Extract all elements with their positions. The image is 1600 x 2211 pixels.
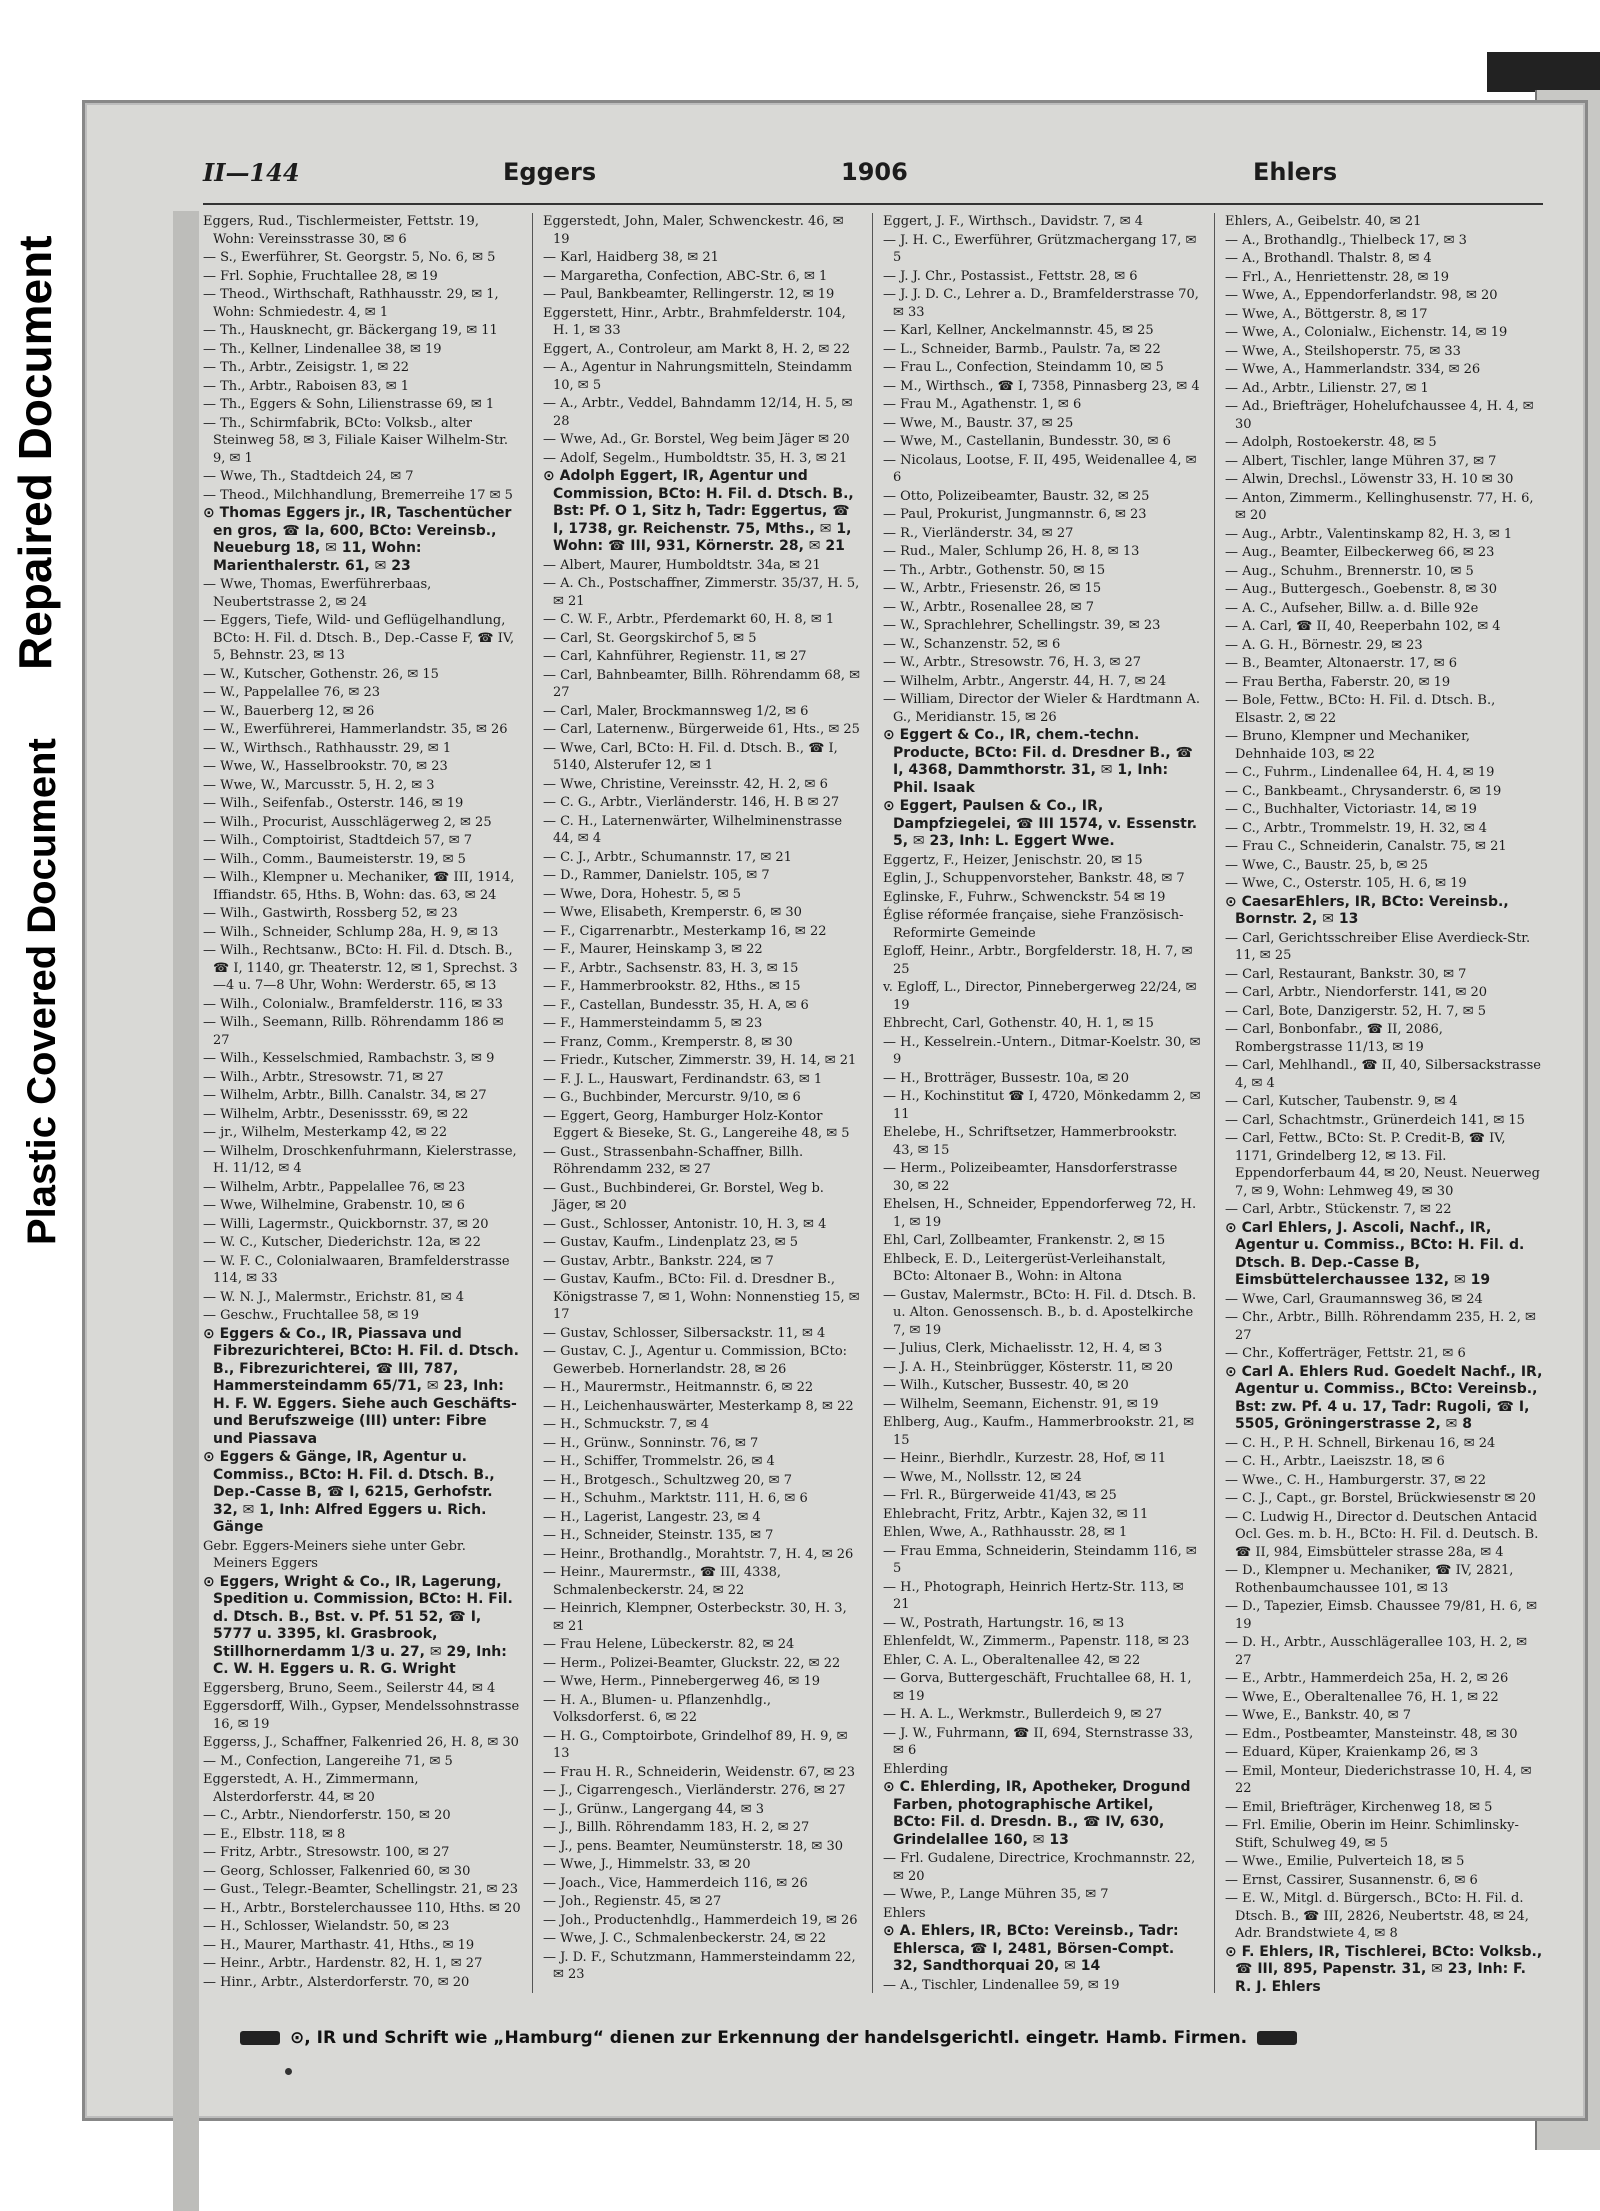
directory-entry: — Wwe, Carl, Graumannsweg 36, ✉ 24 xyxy=(1225,1291,1483,1307)
directory-entry: — W., Arbtr., Friesenstr. 26, ✉ 15 xyxy=(883,581,1102,596)
directory-entry: — Wilh., Procurist, Ausschlägerweg 2, ✉ 25 xyxy=(203,814,492,830)
directory-entry: — Wwe, C., Osterstr. 105, H. 6, ✉ 19 xyxy=(1225,876,1467,891)
directory-column-4 xyxy=(1225,213,1543,1993)
directory-entry: — H., Schuhm., Marktstr. 111, H. 6, ✉ 6 xyxy=(543,1491,808,1506)
directory-entry: — H. G., Comptoirbote, Grindelhof 89, H. 9, ✉ 13 xyxy=(543,1728,848,1761)
directory-entry: — M., Confection, Langereihe 71, ✉ 5 xyxy=(203,1753,453,1769)
directory-entry: — Chr., Arbtr., Billh. Röhrendamm 235, H. 2, ✉ 27 xyxy=(1225,1310,1536,1343)
directory-entry: ⊙ A. Ehlers, IR, BCto: Vereinsb., Tadr: Ehlersca, ☎ I, 2481, Börsen-Compt. 32, Sandthorquai 20, ✉ 14 xyxy=(883,1923,1179,1974)
directory-entry: — Wilh., Seemann, Rillb. Röhrendamm 186 ✉ 27 xyxy=(203,1015,504,1048)
directory-entry: Ehelsen, H., Schneider, Eppendorferweg 72, H. 1, ✉ 19 xyxy=(883,1197,1197,1230)
directory-entry: — Edm., Postbeamter, Mansteinstr. 48, ✉ 30 xyxy=(1225,1726,1518,1742)
directory-entry: — Heinr., Bierhdlr., Kurzestr. 28, Hof, ✉ 11 xyxy=(883,1451,1167,1466)
directory-entry: — Karl, Haidberg 38, ✉ 21 xyxy=(543,250,719,265)
directory-entry: Ehlers xyxy=(883,1905,926,1921)
directory-entry: — Joh., Regienstr. 45, ✉ 27 xyxy=(543,1894,722,1909)
directory-entry: — H., Arbtr., Borstelerchaussee 110, Hths. ✉ 20 xyxy=(203,1900,521,1916)
directory-entry: — W., Arbtr., Stresowstr. 76, H. 3, ✉ 27 xyxy=(883,655,1142,670)
directory-entry: — Heinrich, Klempner, Osterbeckstr. 30, H. 3, ✉ 21 xyxy=(543,1601,847,1634)
directory-entry: Gebr. Eggers-Meiners siehe unter Gebr. Meiners Eggers xyxy=(203,1538,466,1571)
directory-entry: — A., Agentur in Nahrungsmitteln, Steindamm 10, ✉ 5 xyxy=(543,360,853,393)
directory-entry: Egloff, Heinr., Arbtr., Borgfelderstr. 18, H. 7, ✉ 25 xyxy=(883,944,1193,977)
directory-entry: — C., Arbtr., Trommelstr. 19, H. 32, ✉ 4 xyxy=(1225,820,1488,836)
directory-entry: — Wilhelm, Arbtr., Desenissstr. 69, ✉ 22 xyxy=(203,1106,469,1122)
directory-entry: — A. Ch., Postschaffner, Zimmerstr. 35/37, H. 5, ✉ 21 xyxy=(543,576,860,609)
directory-entry: — Fritz, Arbtr., Stresowstr. 100, ✉ 27 xyxy=(203,1845,450,1860)
directory-entry: — Alwin, Drechsl., Löwenstr 33, H. 10 ✉ 30 xyxy=(1225,472,1514,487)
directory-entry: — B., Beamter, Altonaerstr. 17, ✉ 6 xyxy=(1225,656,1458,671)
directory-entry: — Gorva, Buttergeschäft, Fruchtallee 68, H. 1, ✉ 19 xyxy=(883,1671,1192,1704)
directory-entry: — S., Ewerführer, St. Georgstr. 5, No. 6, ✉ 5 xyxy=(203,250,496,265)
directory-entry: — Aug., Beamter, Eilbeckerweg 66, ✉ 23 xyxy=(1225,545,1495,560)
directory-entry: — Wwe, W., Hasselbrookstr. 70, ✉ 23 xyxy=(203,759,448,774)
directory-entry: — Th., Eggers & Sohn, Lilienstrasse 69, ✉ 1 xyxy=(203,397,495,412)
directory-entry: — Frau Helene, Lübeckerstr. 82, ✉ 24 xyxy=(543,1637,795,1652)
repaired-label: Repaired Document xyxy=(9,235,61,670)
directory-entry: — Carl, Kahnführer, Regienstr. 11, ✉ 27 xyxy=(543,649,807,664)
directory-entry: ⊙ Eggers, Wright & Co., IR, Lagerung, Spedition u. Commission, BCto: H. Fil. d. Dtsch. B., Bst. v. Pf. 51 52, ☎ I, 5777 u. 3395, kl. Grasbrook, Stillhornerdamm 1/3 u. 27, ✉ 29, Inh: C. W. H. Eggers u. R. G. Wright xyxy=(203,1573,513,1677)
directory-entry: Ehlebracht, Fritz, Arbtr., Kajen 32, ✉ 11 xyxy=(883,1506,1149,1522)
directory-entry: — William, Director der Wieler & Hardtmann A. G., Meridianstr. 15, ✉ 26 xyxy=(883,692,1200,725)
directory-entry: — Frl. Emilie, Oberin im Heinr. Schimlinsky-Stift, Schulweg 49, ✉ 5 xyxy=(1225,1818,1519,1851)
directory-entry: — C. J., Arbtr., Schumannstr. 17, ✉ 21 xyxy=(543,849,792,865)
directory-entry: — Wwe, Elisabeth, Kremperstr. 6, ✉ 30 xyxy=(543,905,802,920)
directory-entry: — Paul, Prokurist, Jungmannstr. 6, ✉ 23 xyxy=(883,507,1147,522)
directory-entry: — Margaretha, Confection, ABC-Str. 6, ✉ 1 xyxy=(543,268,828,284)
directory-entry: Ehlenfeldt, W., Zimmerm., Papenstr. 118, ✉ 23 xyxy=(883,1634,1190,1649)
pointing-hand-icon xyxy=(1257,2031,1297,2045)
directory-entry: — C. Ludwig H., Director d. Deutschen Antacid Ocl. Ges. m. b. H., BCto: H. Fil. d. Deutsch. B. ☎ II, 984, Eimsbütteler strasse 28a, ✉ 4 xyxy=(1225,1509,1539,1560)
directory-entry: — Wwe, J. C., Schmalenbeckerstr. 24, ✉ 22 xyxy=(543,1931,827,1946)
directory-entry: — Wilhelm, Seemann, Eichenstr. 91, ✉ 19 xyxy=(883,1396,1159,1412)
directory-entry: — A., Brothandl. Thalstr. 8, ✉ 4 xyxy=(1225,251,1432,266)
directory-entry: — Wwe, Dora, Hohestr. 5, ✉ 5 xyxy=(543,886,742,902)
directory-entry: — Wilh., Kesselschmied, Rambachstr. 3, ✉ 9 xyxy=(203,1051,495,1066)
directory-entry: — Frl. Sophie, Fruchtallee 28, ✉ 19 xyxy=(203,268,438,284)
directory-entry: — D., Rammer, Danielstr. 105, ✉ 7 xyxy=(543,868,770,883)
directory-entry: — Th., Kellner, Lindenallee 38, ✉ 19 xyxy=(203,341,442,357)
directory-entry: — Wilh., Gastwirth, Rossberg 52, ✉ 23 xyxy=(203,906,458,921)
directory-entry: — H., Kesselrein.-Untern., Ditmar-Koelstr. 30, ✉ 9 xyxy=(883,1034,1201,1067)
directory-entry: — C., Arbtr., Niendorferstr. 150, ✉ 20 xyxy=(203,1808,451,1823)
directory-entry: — Frau Bertha, Faberstr. 20, ✉ 19 xyxy=(1225,674,1451,690)
footer-note xyxy=(240,2028,1580,2058)
directory-entry: Eglinske, F., Fuhrw., Schwenckstr. 54 ✉ 19 xyxy=(883,889,1166,905)
directory-entry: — J. A. H., Steinbrügger, Kösterstr. 11, ✉ 20 xyxy=(883,1359,1173,1375)
directory-entry: — Wwe, Herm., Pinnebergerweg 46, ✉ 19 xyxy=(543,1674,820,1689)
directory-entry: — Wwe, A., Eppendorferlandstr. 98, ✉ 20 xyxy=(1225,288,1498,303)
directory-entry: — Wilh., Seifenfab., Osterstr. 146, ✉ 19 xyxy=(203,796,464,811)
directory-entry: — Emil, Briefträger, Kirchenweg 18, ✉ 5 xyxy=(1225,1799,1493,1815)
directory-entry: — Carl, Kutscher, Taubenstr. 9, ✉ 4 xyxy=(1225,1094,1458,1109)
plastic-label: Plastic Covered Document xyxy=(20,738,64,1245)
directory-entry: — Gust., Strassenbahn-Schaffner, Billh. Röhrendamm 232, ✉ 27 xyxy=(543,1144,804,1177)
directory-entry: — Theod., Wirthschaft, Rathhausstr. 29, ✉ 1, Wohn: Schmiedestr. 4, ✉ 1 xyxy=(203,287,499,320)
directory-entry: — W., Schanzenstr. 52, ✉ 6 xyxy=(883,636,1061,652)
directory-entry: ⊙ F. Ehlers, IR, Tischlerei, BCto: Volksb., ☎ III, 895, Papenstr. 31, ✉ 23, Inh: F. R. J. Ehlers xyxy=(1225,1943,1543,1993)
directory-entry: — Wwe, Wilhelmine, Grabenstr. 10, ✉ 6 xyxy=(203,1198,465,1213)
directory-entry: — Wwe, E., Bankstr. 40, ✉ 7 xyxy=(1225,1708,1412,1723)
directory-entry: — Wwe, Ad., Gr. Borstel, Weg beim Jäger ✉ 20 xyxy=(543,432,850,447)
directory-entry: — C. G., Arbtr., Vierländerstr. 146, H. B ✉ 27 xyxy=(543,795,840,810)
directory-column-3 xyxy=(883,213,1201,1993)
directory-entry: — W., Sprachlehrer, Schellingstr. 39, ✉ 23 xyxy=(883,618,1161,633)
directory-entry: Ehlerding xyxy=(883,1761,949,1777)
running-header xyxy=(203,158,1593,198)
directory-entry xyxy=(203,1992,521,1993)
directory-entry: — Wilhelm, Droschkenfuhrmann, Kielerstrasse, H. 11/12, ✉ 4 xyxy=(203,1143,517,1176)
directory-entry: Ehelebe, H., Schriftsetzer, Hammerbrookstr. 43, ✉ 15 xyxy=(883,1125,1178,1158)
directory-entry: — Frau Emma, Schneiderin, Steindamm 116, ✉ 5 xyxy=(883,1543,1197,1576)
directory-entry: — H., Schiffer, Trommelstr. 26, ✉ 4 xyxy=(543,1454,775,1469)
page-number: II—144 xyxy=(203,158,300,187)
directory-entry: — Carl, Restaurant, Bankstr. 30, ✉ 7 xyxy=(1225,966,1467,982)
directory-entry: — Wwe., C. H., Hamburgerstr. 37, ✉ 22 xyxy=(1225,1472,1487,1488)
directory-entry: — L., Schneider, Barmb., Paulstr. 7a, ✉ 22 xyxy=(883,341,1161,357)
directory-entry: — Joach., Vice, Hammerdeich 116, ✉ 26 xyxy=(543,1875,808,1891)
directory-entry: Ehlberg, Aug., Kaufm., Hammerbrookstr. 21, ✉ 15 xyxy=(883,1415,1195,1448)
directory-entry: Eggert, A., Controleur, am Markt 8, H. 2, ✉ 22 xyxy=(543,341,850,357)
directory-entry: ⊙ Adolph Eggert, IR, Agentur und Commission, BCto: H. Fil. d. Dtsch. B., Bst: Pf. O 1, Sitz h, Tadr: Eggertus, ☎ I, 1738, gr. Reichenstr. 75, Mths., ✉ 1, Wohn: ☎ III, 931, Körnerstr. 28, ✉ 21 xyxy=(543,468,854,554)
directory-entry: — Wwe., Emilie, Pulverteich 18, ✉ 5 xyxy=(1225,1854,1465,1869)
directory-entry: Église réformée française, siehe Französisch-Reformirte Gemeinde xyxy=(883,908,1184,941)
directory-entry: Eglin, J., Schuppenvorsteher, Bankstr. 48, ✉ 7 xyxy=(883,871,1185,886)
directory-entry: — H., Schneider, Steinstr. 135, ✉ 7 xyxy=(543,1528,774,1543)
directory-entry: — Emil, Monteur, Diederichstrasse 10, H. 4, ✉ 22 xyxy=(1225,1763,1532,1796)
directory-entry: v. Egloff, L., Director, Pinnebergerweg 22/24, ✉ 19 xyxy=(883,980,1197,1013)
directory-entry: — Carl, Mehlhandl., ☎ II, 40, Silbersackstrasse 4, ✉ 4 xyxy=(1225,1058,1541,1091)
directory-entry: — F., Hammersteindamm 5, ✉ 23 xyxy=(543,1016,763,1031)
directory-entry: — Wwe, M., Nollsstr. 12, ✉ 24 xyxy=(883,1469,1082,1485)
directory-entry: — Th., Schirmfabrik, BCto: Volksb., alter Steinweg 58, ✉ 3, Filiale Kaiser Wilhelm-Str. 9, ✉ 1 xyxy=(203,415,508,466)
directory-entry: — Wwe, W., Marcusstr. 5, H. 2, ✉ 3 xyxy=(203,777,435,793)
directory-entry: — A., Arbtr., Veddel, Bahndamm 12/14, H. 5, ✉ 28 xyxy=(543,396,853,429)
directory-entry: — J. D. F., Schutzmann, Hammersteindamm 22, ✉ 23 xyxy=(543,1949,856,1982)
directory-entry: — W. F. C., Colonialwaaren, Bramfelderstrasse 114, ✉ 33 xyxy=(203,1253,510,1286)
directory-entry: — Gust., Telegr.-Beamter, Schellingstr. 21, ✉ 23 xyxy=(203,1882,519,1897)
directory-entry: — J., Billh. Röhrendamm 183, H. 2, ✉ 27 xyxy=(543,1820,810,1835)
directory-entry: — Carl, Bote, Danzigerstr. 52, H. 7, ✉ 5 xyxy=(1225,1003,1486,1019)
directory-entry: — Frl., A., Henriettenstr. 28, ✉ 19 xyxy=(1225,269,1450,285)
directory-entry: — Albert, Tischler, lange Mühren 37, ✉ 7 xyxy=(1225,453,1497,469)
directory-entry: Eggerss, J., Schaffner, Falkenried 26, H. 8, ✉ 30 xyxy=(203,1735,519,1750)
directory-entry: — Nicolaus, Lootse, F. II, 495, Weidenallee 4, ✉ 6 xyxy=(883,452,1197,485)
directory-entry: — D. H., Arbtr., Ausschlägerallee 103, H. 2, ✉ 27 xyxy=(1225,1635,1528,1668)
directory-entry: — Paul, Bankbeamter, Rellingerstr. 12, ✉ 19 xyxy=(543,287,835,302)
directory-entry: — A. G. H., Börnestr. 29, ✉ 23 xyxy=(1225,637,1423,653)
directory-entry: — H., Schlosser, Wielandstr. 50, ✉ 23 xyxy=(203,1919,450,1934)
directory-entry: — Carl, Maler, Brockmannsweg 1/2, ✉ 6 xyxy=(543,703,809,719)
document-page xyxy=(82,100,1588,2121)
directory-entry: — F., Arbtr., Sachsenstr. 83, H. 3, ✉ 15 xyxy=(543,960,799,976)
directory-entry: — F., Cigarrenarbtr., Mesterkamp 16, ✉ 22 xyxy=(543,923,827,939)
directory-entry: — Friedr., Kutscher, Zimmerstr. 39, H. 14, ✉ 21 xyxy=(543,1053,857,1068)
directory-entry: — Hinr., Arbtr., Alsterdorferstr. 70, ✉ 20 xyxy=(203,1974,470,1990)
directory-entry: — W. C., Kutscher, Diederichstr. 12a, ✉ 22 xyxy=(203,1235,481,1250)
directory-entry: Eggersdorff, Wilh., Gypser, Mendelssohnstrasse 16, ✉ 19 xyxy=(203,1699,520,1732)
directory-entry: Eggersberg, Bruno, Seem., Seilerstr 44, ✉ 4 xyxy=(203,1680,496,1696)
directory-entry: — Wwe, M., Castellanin, Bundesstr. 30, ✉ 6 xyxy=(883,434,1171,449)
directory-entry: — W., Pappelallee 76, ✉ 23 xyxy=(203,685,380,700)
directory-entry: — Wilhelm, Arbtr., Pappelallee 76, ✉ 23 xyxy=(203,1179,466,1195)
directory-entry: ⊙ Eggers & Co., IR, Piassava und Fibrezurichterei, BCto: H. Fil. d. Dtsch. B., Fibrezurichterei, ☎ III, 787, Hammersteindamm 65/71, ✉ 23, Inh: H. F. W. Eggers. Siehe auch Geschäfts- und Berufszweige (III) unter: Fibre und Piassava xyxy=(203,1325,519,1447)
header-first-name: Eggers xyxy=(503,158,597,186)
directory-entry: — Carl, Schachtmstr., Grünerdeich 141, ✉ 15 xyxy=(1225,1112,1525,1128)
directory-entry: — Wwe, A., Colonialw., Eichenstr. 14, ✉ 19 xyxy=(1225,325,1508,340)
directory-entry: — Wwe, Th., Stadtdeich 24, ✉ 7 xyxy=(203,469,414,484)
directory-entry: — A. Carl, ☎ II, 40, Reeperbahn 102, ✉ 4 xyxy=(1225,619,1501,634)
directory-entry: — Bruno, Klempner und Mechaniker, Dehnhaide 103, ✉ 22 xyxy=(1225,729,1470,762)
directory-entry: — Wilh., Kutscher, Bussestr. 40, ✉ 20 xyxy=(883,1378,1129,1393)
directory-entry: ⊙ Carl A. Ehlers Rud. Goedelt Nachf., IR, Agentur u. Commiss., BCto: Vereinsb., Bst: zw. Pf. 4 u. 17, Tadr: Rugoli, ☎ I, 5505, Gröningerstrasse 2, ✉ 8 xyxy=(1225,1363,1543,1432)
directory-entry: — Aug., Arbtr., Valentinskamp 82, H. 3, ✉ 1 xyxy=(1225,526,1513,542)
directory-entry: — jr., Wilhelm, Mesterkamp 42, ✉ 22 xyxy=(203,1125,448,1140)
scanner-edge xyxy=(1487,52,1600,92)
directory-entry: — Wwe, Thomas, Ewerführerbaas, Neubertstrasse 2, ✉ 24 xyxy=(203,577,432,610)
directory-entry: Ehlen, Wwe, A., Rathhausstr. 28, ✉ 1 xyxy=(883,1525,1128,1540)
directory-entry: — Gustav, Schlosser, Silbersackstr. 11, ✉ 4 xyxy=(543,1325,826,1341)
directory-entry: — C. W. F., Arbtr., Pferdemarkt 60, H. 8, ✉ 1 xyxy=(543,612,835,627)
directory-entry: — Th., Hausknecht, gr. Bäckergang 19, ✉ 11 xyxy=(203,323,498,338)
directory-entry: — R., Vierländerstr. 34, ✉ 27 xyxy=(883,525,1074,541)
directory-entry: — Willi, Lagermstr., Quickbornstr. 37, ✉ 20 xyxy=(203,1216,489,1232)
directory-entry: — Gustav, C. J., Agentur u. Commission, BCto: Gewerbeb. Hornerlandstr. 28, ✉ 26 xyxy=(543,1344,848,1377)
directory-entry: — F., Hammerbrookstr. 82, Hths., ✉ 15 xyxy=(543,979,801,994)
directory-entry: — J., Grünw., Langergang 44, ✉ 3 xyxy=(543,1801,765,1817)
directory-columns xyxy=(203,213,1543,1993)
directory-entry: — D., Tapezier, Eimsb. Chaussee 79/81, H. 6, ✉ 19 xyxy=(1225,1599,1537,1632)
directory-entry: Eggerstett, Hinr., Arbtr., Brahmfelderstr. 104, H. 1, ✉ 33 xyxy=(543,305,846,338)
directory-entry: — Franz, Comm., Kremperstr. 8, ✉ 30 xyxy=(543,1034,793,1050)
directory-entry: — Otto, Polizeibeamter, Baustr. 32, ✉ 25 xyxy=(883,488,1150,504)
directory-entry: — Eggert, Georg, Hamburger Holz-Kontor Eggert & Bieseke, St. G., Langereihe 48, ✉ 5 xyxy=(543,1108,850,1141)
directory-entry: — H., Schmuckstr. 7, ✉ 4 xyxy=(543,1417,710,1432)
footer-text: ⊙, IR und Schrift wie „Hamburg“ dienen zur Erkennung der handelsgerichtl. eingetr. Hamb. Firmen. xyxy=(290,2028,1248,2048)
directory-entry: — J. J. Chr., Postassist., Fettstr. 28, ✉ 6 xyxy=(883,268,1138,284)
directory-entry: — H. A. L., Werkmstr., Bullerdeich 9, ✉ 27 xyxy=(883,1707,1163,1722)
directory-entry: — A., Brothandlg., Thielbeck 17, ✉ 3 xyxy=(1225,232,1467,248)
directory-entry: — Heinr., Maurermstr., ☎ III, 4338, Schmalenbeckerstr. 24, ✉ 22 xyxy=(543,1565,782,1598)
directory-entry: — Carl, Gerichtsschreiber Elise Averdieck-Str. 11, ✉ 25 xyxy=(1225,930,1531,963)
directory-entry: — Adolf, Segelm., Humboldtstr. 35, H. 3, ✉ 21 xyxy=(543,450,848,466)
directory-entry: — Wwe, M., Baustr. 37, ✉ 25 xyxy=(883,415,1074,431)
directory-entry: — Carl, Bahnbeamter, Billh. Röhrendamm 68, ✉ 27 xyxy=(543,667,861,700)
directory-entry: — W., Kutscher, Gothenstr. 26, ✉ 15 xyxy=(203,666,439,682)
directory-entry: — Frau H. R., Schneiderin, Weidenstr. 67, ✉ 23 xyxy=(543,1764,856,1780)
directory-entry: — Heinr., Arbtr., Hardenstr. 82, H. 1, ✉ 27 xyxy=(203,1956,483,1971)
directory-entry: — W. N. J., Malermstr., Erichstr. 81, ✉ 4 xyxy=(203,1289,464,1305)
directory-entry: — W., Ewerführerei, Hammerlandstr. 35, ✉ 26 xyxy=(203,722,508,737)
page-binding-fold xyxy=(173,211,199,2211)
directory-entry: — Carl, St. Georgskirchof 5, ✉ 5 xyxy=(543,630,757,646)
directory-entry: Eggertz, F., Heizer, Jenischstr. 20, ✉ 15 xyxy=(883,852,1143,868)
directory-entry: — M., Wirthsch., ☎ I, 7358, Pinnasberg 23, ✉ 4 xyxy=(883,378,1200,394)
directory-entry: — Wwe, A., Steilshoperstr. 75, ✉ 33 xyxy=(1225,343,1461,359)
directory-entry: — H., Leichenhauswärter, Mesterkamp 8, ✉ 22 xyxy=(543,1398,854,1414)
directory-entry: — Georg, Schlosser, Falkenried 60, ✉ 30 xyxy=(203,1863,471,1879)
header-rule xyxy=(203,203,1543,205)
directory-entry: — Bole, Fettw., BCto: H. Fil. d. Dtsch. B., Elsastr. 2, ✉ 22 xyxy=(1225,693,1496,726)
directory-entry: — Wwe, C., Baustr. 25, b, ✉ 25 xyxy=(1225,857,1429,873)
directory-entry: — H. A., Blumen- u. Pflanzenhdlg., Volksdorferst. 6, ✉ 22 xyxy=(543,1692,772,1725)
directory-entry: — Ernst, Cassirer, Susannenstr. 6, ✉ 6 xyxy=(1225,1872,1478,1888)
directory-entry: — Chr., Kofferträger, Fettstr. 21, ✉ 6 xyxy=(1225,1346,1466,1361)
directory-entry: — Wwe, Christine, Vereinsstr. 42, H. 2, ✉ 6 xyxy=(543,776,828,792)
directory-entry: — Karl, Kellner, Anckelmannstr. 45, ✉ 25 xyxy=(883,323,1154,338)
directory-entry: — H., Grünw., Sonninstr. 76, ✉ 7 xyxy=(543,1435,759,1451)
directory-entry: — C. H., P. H. Schnell, Birkenau 16, ✉ 24 xyxy=(1225,1435,1496,1451)
directory-entry: — Frau M., Agathenstr. 1, ✉ 6 xyxy=(883,397,1082,412)
directory-entry: — Wilh., Comm., Baumeisterstr. 19, ✉ 5 xyxy=(203,851,466,867)
directory-entry: Ehbrecht, Carl, Gothenstr. 40, H. 1, ✉ 15 xyxy=(883,1016,1154,1031)
directory-entry: Ehlers, A., Geibelstr. 40, ✉ 21 xyxy=(1225,214,1422,229)
directory-entry: — J. W., Fuhrmann, ☎ II, 694, Sternstrasse 33, ✉ 6 xyxy=(883,1725,1194,1758)
directory-entry: — Carl, Bonbonfabr., ☎ II, 2086, Rombergstrasse 11/13, ✉ 19 xyxy=(1225,1022,1443,1055)
directory-entry: Ehlbeck, E. D., Leitergerüst-Verleihanstalt, BCto: Altonaer B., Wohn: in Altona xyxy=(883,1251,1166,1284)
directory-entry: Eggerstedt, A. H., Zimmermann, Alsterdorferstr. 44, ✉ 20 xyxy=(203,1772,419,1805)
directory-entry: — H., Maurer, Marthastr. 41, Hths., ✉ 19 xyxy=(203,1937,475,1953)
directory-entry: — A. C., Aufseher, Billw. a. d. Bille 92e xyxy=(1225,600,1479,616)
directory-entry: ⊙ C. Ehlerding, IR, Apotheker, Drogund Farben, photographische Artikel, BCto: Fil. d. Dresdn. B., ☎ IV, 630, Grindelallee 160, ✉ 13 xyxy=(883,1779,1191,1848)
directory-entry: — Frau C., Schneiderin, Canalstr. 75, ✉ 21 xyxy=(1225,839,1507,854)
pointing-hand-icon xyxy=(240,2031,280,2045)
directory-entry: — Aug., Buttergesch., Goebenstr. 8, ✉ 30 xyxy=(1225,582,1497,597)
directory-entry: — Eggers, Tiefe, Wild- und Geflügelhandlung, BCto: H. Fil. d. Dtsch. B., Dep.-Casse F, ☎ IV, 5, Behnstr. 23, ✉ 13 xyxy=(203,613,515,663)
directory-entry: — Frau L., Confection, Steindamm 10, ✉ 5 xyxy=(883,360,1164,375)
directory-entry: Ehl, Carl, Zollbeamter, Frankenstr. 2, ✉ 15 xyxy=(883,1233,1166,1248)
directory-entry: — Gust., Schlosser, Antonistr. 10, H. 3, ✉ 4 xyxy=(543,1216,827,1232)
directory-entry: — Carl, Arbtr., Niendorferstr. 141, ✉ 20 xyxy=(1225,985,1488,1000)
directory-entry: — E., Arbtr., Hammerdeich 25a, H. 2, ✉ 26 xyxy=(1225,1671,1509,1686)
directory-entry: — Wilh., Comptoirist, Stadtdeich 57, ✉ 7 xyxy=(203,833,473,848)
directory-entry: — E. W., Mitgl. d. Bürgersch., BCto: H. Fil. d. Dtsch. B., ☎ III, 2826, Neubertstr. 48, ✉ 24, Adr. Brandstwiete 4, ✉ 8 xyxy=(1225,1891,1529,1941)
directory-entry: — Wwe, Carl, BCto: H. Fil. d. Dtsch. B., ☎ I, 5140, Alsterufer 12, ✉ 1 xyxy=(543,740,838,773)
directory-entry: — Frl. Gudalene, Directrice, Krochmannstr. 22, ✉ 20 xyxy=(883,1851,1196,1884)
directory-column-1 xyxy=(203,213,521,1993)
ink-spot xyxy=(285,2068,292,2075)
directory-entry: — Th., Arbtr., Raboisen 83, ✉ 1 xyxy=(203,378,410,394)
directory-entry: — C., Bankbeamt., Chrysanderstr. 6, ✉ 19 xyxy=(1225,783,1502,799)
directory-entry: — Wilh., Klempner u. Mechaniker, ☎ III, 1914, Iffiandstr. 65, Hths. B, Wohn: das. 63, ✉ 24 xyxy=(203,870,515,903)
directory-entry: — D., Klempner u. Mechaniker, ☎ IV, 2821, Rothenbaumchaussee 101, ✉ 13 xyxy=(1225,1563,1514,1596)
directory-entry: — H., Lagerist, Langestr. 23, ✉ 4 xyxy=(543,1509,761,1525)
directory-entry: — Frl. R., Bürgerweide 41/43, ✉ 25 xyxy=(883,1488,1117,1503)
directory-entry: — Th., Arbtr., Zeisigstr. 1, ✉ 22 xyxy=(203,360,409,375)
directory-entry: — Gustav, Arbtr., Bankstr. 224, ✉ 7 xyxy=(543,1253,774,1269)
directory-entry: — Wilhelm, Arbtr., Angerstr. 44, H. 7, ✉ 24 xyxy=(883,673,1167,689)
side-labels xyxy=(0,0,90,2177)
directory-entry: — H., Maurermstr., Heitmannstr. 6, ✉ 22 xyxy=(543,1380,814,1395)
directory-entry: — Carl, Laternenw., Bürgerweide 61, Hts., ✉ 25 xyxy=(543,722,860,737)
directory-entry: — F., Maurer, Heinskamp 3, ✉ 22 xyxy=(543,942,763,957)
directory-entry: — Carl, Arbtr., Stückenstr. 7, ✉ 22 xyxy=(1225,1202,1452,1217)
directory-entry: — Herm., Polizeibeamter, Hansdorferstrasse 30, ✉ 22 xyxy=(883,1161,1178,1194)
directory-entry: — H., Kochinstitut ☎ I, 4720, Mönkedamm 2, ✉ 11 xyxy=(883,1089,1201,1122)
directory-entry: — C. J., Capt., gr. Borstel, Brückwiesenstr ✉ 20 xyxy=(1225,1491,1536,1506)
directory-entry: Eggers, Rud., Tischlermeister, Fettstr. 19, Wohn: Vereinsstrasse 30, ✉ 6 xyxy=(203,214,479,247)
directory-entry: — Wilh., Rechtsanw., BCto: H. Fil. d. Dtsch. B., ☎ I, 1140, gr. Theaterstr. 12, ✉ 1, Sprechst. 3—4 u. 7—8 Uhr, Wohn: Werderstr. 65, ✉ 13 xyxy=(203,943,518,993)
directory-column-2 xyxy=(543,213,861,1993)
directory-entry: — A., Tischler, Lindenallee 59, ✉ 19 xyxy=(883,1977,1120,1993)
directory-entry: — Ad., Arbtr., Lilienstr. 27, ✉ 1 xyxy=(1225,380,1429,396)
directory-entry: — Wwe, A., Hammerlandstr. 334, ✉ 26 xyxy=(1225,362,1481,377)
directory-entry: — Gust., Buchbinderei, Gr. Borstel, Weg b. Jäger, ✉ 20 xyxy=(543,1180,824,1213)
directory-entry: — Geschw., Fruchtallee 58, ✉ 19 xyxy=(203,1308,419,1323)
directory-entry: — E., Elbstr. 118, ✉ 8 xyxy=(203,1826,346,1842)
directory-entry: — Adolph, Rostoekerstr. 48, ✉ 5 xyxy=(1225,435,1437,450)
directory-entry: ⊙ Eggert & Co., IR, chem.-techn. Producte, BCto: Fil. d. Dresdner B., ☎ I, 4368, Dammthorstr. 31, ✉ 1, Inh: Phil. Isaak xyxy=(883,727,1193,796)
directory-entry: — Albert, Maurer, Humboldtstr. 34a, ✉ 21 xyxy=(543,557,821,573)
directory-entry: — Wilh., Arbtr., Stresowstr. 71, ✉ 27 xyxy=(203,1069,444,1085)
directory-entry: — Heinr., Brothandlg., Morahtstr. 7, H. 4, ✉ 26 xyxy=(543,1546,854,1562)
directory-entry: — C., Buchhalter, Victoriastr. 14, ✉ 19 xyxy=(1225,802,1477,817)
directory-entry: — Ad., Briefträger, Hohelufchaussee 4, H. 4, ✉ 30 xyxy=(1225,399,1534,432)
directory-entry: — Wwe, E., Oberaltenallee 76, H. 1, ✉ 22 xyxy=(1225,1689,1499,1705)
directory-entry: ⊙ Eggert, Paulsen & Co., IR, Dampfziegelei, ☎ III 1574, v. Essenstr. 5, ✉ 23, Inh: L. Eggert Wwe. xyxy=(883,798,1198,849)
directory-entry: — W., Wirthsch., Rathhausstr. 29, ✉ 1 xyxy=(203,740,452,756)
directory-entry: — Rud., Maler, Schlump 26, H. 8, ✉ 13 xyxy=(883,544,1140,559)
directory-entry: — Wwe, J., Himmelstr. 33, ✉ 20 xyxy=(543,1857,751,1872)
directory-entry: — Wilhelm, Arbtr., Billh. Canalstr. 34, ✉ 27 xyxy=(203,1088,487,1103)
directory-entry: — Anton, Zimmerm., Kellinghusenstr. 77, H. 6, ✉ 20 xyxy=(1225,490,1534,523)
directory-entry: — Gustav, Kaufm., BCto: Fil. d. Dresdner B., Königstrasse 7, ✉ 1, Wohn: Nonnenstieg 15, ✉ 17 xyxy=(543,1272,860,1322)
directory-entry: — F. J. L., Hauswart, Ferdinandstr. 63, ✉ 1 xyxy=(543,1071,823,1087)
directory-entry: — J. J. D. C., Lehrer a. D., Bramfelderstrasse 70, ✉ 33 xyxy=(883,287,1199,320)
directory-entry: — W., Arbtr., Rosenallee 28, ✉ 7 xyxy=(883,599,1094,615)
directory-entry: — H., Brotgesch., Schultzweg 20, ✉ 7 xyxy=(543,1472,792,1488)
directory-entry: — H., Photograph, Heinrich Hertz-Str. 113, ✉ 21 xyxy=(883,1579,1184,1612)
directory-entry: ⊙ Carl Ehlers, J. Ascoli, Nachf., IR, Agentur u. Commiss., BCto: H. Fil. d. Dtsch. B. Dep.-Casse B, Eimsbüttelerchaussee 132, ✉ 19 xyxy=(1225,1219,1525,1288)
directory-entry: — Julius, Clerk, Michaelisstr. 12, H. 4, ✉ 3 xyxy=(883,1341,1163,1356)
directory-entry: — J. H. C., Ewerführer, Grützmachergang 17, ✉ 5 xyxy=(883,232,1197,265)
directory-entry: ⊙ CaesarEhlers, IR, BCto: Vereinsb., Bornstr. 2, ✉ 13 xyxy=(1225,893,1509,927)
directory-entry: — Gustav, Kaufm., Lindenplatz 23, ✉ 5 xyxy=(543,1235,799,1250)
directory-entry: — Theod., Milchhandlung, Bremerreihe 17 ✉ 5 xyxy=(203,487,513,503)
directory-entry: — Aug., Schuhm., Brennerstr. 10, ✉ 5 xyxy=(1225,563,1474,579)
directory-entry: — Wilh., Colonialw., Bramfelderstr. 116, ✉ 33 xyxy=(203,996,503,1012)
directory-entry: — G., Buchbinder, Mercurstr. 9/10, ✉ 6 xyxy=(543,1090,801,1105)
directory-entry: — C. H., Laternenwärter, Wilhelminenstrasse 44, ✉ 4 xyxy=(543,813,843,846)
directory-entry: — C. H., Arbtr., Laeiszstr. 18, ✉ 6 xyxy=(1225,1454,1445,1469)
directory-entry: — J., Cigarrengesch., Vierländerstr. 276, ✉ 27 xyxy=(543,1783,846,1798)
header-last-name: Ehlers xyxy=(1253,158,1338,186)
directory-entry: — J., pens. Beamter, Neumünsterstr. 18, ✉ 30 xyxy=(543,1838,843,1854)
directory-entry: — C., Fuhrm., Lindenallee 64, H. 4, ✉ 19 xyxy=(1225,765,1495,780)
directory-entry: Ehler, C. A. L., Oberaltenallee 42, ✉ 22 xyxy=(883,1652,1141,1668)
directory-entry: — Eduard, Küper, Kraienkamp 26, ✉ 3 xyxy=(1225,1745,1479,1760)
header-year: 1906 xyxy=(841,158,908,186)
directory-entry: — Wwe, P., Lange Mühren 35, ✉ 7 xyxy=(883,1887,1109,1902)
directory-entry: — Carl, Fettw., BCto: St. P. Credit-B, ☎ IV, 1171, Grindelberg 12, ✉ 13. Fil. Eppendorferbaum 44, ✉ 20, Neust. Neuerweg 7, ✉ 9, Wohn: Lehmweg 49, ✉ 30 xyxy=(1225,1131,1540,1199)
directory-entry: Eggerstedt, John, Maler, Schwenckestr. 46, ✉ 19 xyxy=(543,214,844,247)
directory-entry: ⊙ Eggers & Gänge, IR, Agentur u. Commiss., BCto: H. Fil. d. Dtsch. B., Dep.-Casse B, ☎ I, 6215, Gerhofstr. 32, ✉ 1, Inh: Alfred Eggers u. Rich. Gänge xyxy=(203,1449,495,1535)
directory-entry: — Herm., Polizei-Beamter, Gluckstr. 22, ✉ 22 xyxy=(543,1655,841,1671)
directory-entry: — H., Brotträger, Bussestr. 10a, ✉ 20 xyxy=(883,1070,1129,1086)
directory-entry: Eggert, J. F., Wirthsch., Davidstr. 7, ✉ 4 xyxy=(883,214,1143,229)
directory-entry: — Joh., Productenhdlg., Hammerdeich 19, ✉ 26 xyxy=(543,1912,858,1928)
directory-entry: — W., Bauerberg 12, ✉ 26 xyxy=(203,703,375,719)
directory-entry: — Wwe, A., Böttgerstr. 8, ✉ 17 xyxy=(1225,306,1428,322)
directory-entry: — F., Castellan, Bundesstr. 35, H. A, ✉ 6 xyxy=(543,997,809,1013)
directory-entry: — W., Postrath, Hartungstr. 16, ✉ 13 xyxy=(883,1615,1125,1631)
directory-entry: — Gustav, Malermstr., BCto: H. Fil. d. Dtsch. B. u. Alton. Genossensch. B., b. d. Apostelkirche 7, ✉ 19 xyxy=(883,1287,1197,1338)
directory-entry: — Th., Arbtr., Gothenstr. 50, ✉ 15 xyxy=(883,562,1106,578)
directory-entry: — Wilh., Schneider, Schlump 28a, H. 9, ✉ 13 xyxy=(203,924,499,940)
directory-entry: ⊙ Thomas Eggers jr., IR, Taschentücher en gros, ☎ Ia, 600, BCto: Vereinsb., Neueburg 18, ✉ 11, Wohn: Marienthalerstr. 61, ✉ 23 xyxy=(203,505,512,574)
